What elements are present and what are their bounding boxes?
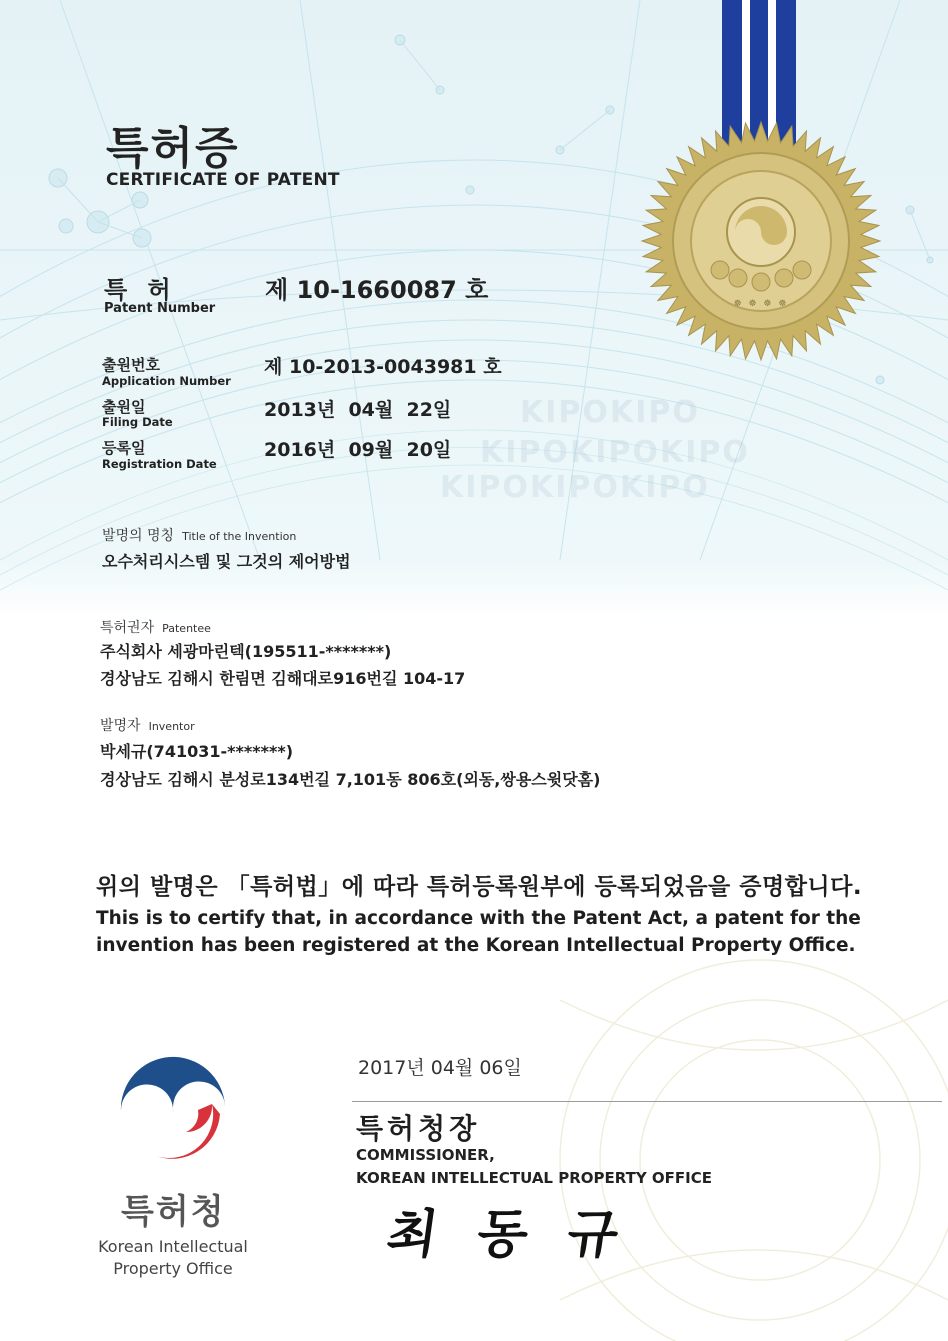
patentee-name: 주식회사 세광마린텍(195511-*******) [100, 642, 392, 661]
office-logo-name-ko: 특허청 [121, 1192, 226, 1232]
registration-date-label-en: Registration Date [102, 457, 217, 471]
inventor-label-ko: 발명자 [100, 718, 141, 734]
registration-date-label-ko: 등록일 [102, 439, 146, 457]
watermark-text: KIPO [660, 435, 750, 470]
filing-date-label-ko: 출원일 [102, 398, 146, 416]
application-number-label-en: Application Number [102, 374, 231, 388]
commissioner-title-en-line1: COMMISSIONER, [356, 1146, 495, 1164]
watermark-text: KIPO [440, 470, 530, 505]
commissioner-signature: 최동규 [383, 1204, 663, 1265]
issue-date: 2017년 04월 06일 [358, 1057, 522, 1079]
watermark-text: KIPO [520, 395, 610, 430]
commissioner-title-en [356, 1144, 712, 1190]
certification-text-ko: 위의 발명은 「특허법」에 따라 특허등록원부에 등록되었음을 증명합니다. [96, 874, 863, 900]
invention-title-label [102, 525, 296, 545]
filing-date-value: 2013년 04월 22일 [264, 399, 452, 421]
gold-seal-icon [640, 120, 882, 362]
inventor-address: 경상남도 김해시 분성로134번길 7,101동 806호(외동,쌍용스윗닷홈) [100, 770, 601, 789]
office-logo-name-en-line2: Property Office [113, 1259, 233, 1278]
watermark-text: KIPO [570, 435, 660, 470]
watermark-text: KIPO [530, 470, 620, 505]
patentee-address: 경상남도 김해시 한림면 김해대로916번길 104-17 [100, 669, 466, 688]
patent-number-label-en: Patent Number [104, 301, 216, 316]
application-number-value: 제 10-2013-0043981 호 [264, 356, 502, 378]
office-logo-name-en [90, 1236, 256, 1280]
invention-title-label-ko: 발명의 명칭 [102, 528, 175, 544]
invention-title-value: 오수처리시스템 및 그것의 제어방법 [102, 552, 351, 571]
patentee-label [100, 617, 211, 637]
filing-date-label-en: Filing Date [102, 415, 173, 429]
commissioner-title-en-line2: KOREAN INTELLECTUAL PROPERTY OFFICE [356, 1169, 713, 1187]
certificate-title-ko: 특허증 [106, 123, 240, 174]
patentee-label-ko: 특허권자 [100, 620, 155, 636]
patent-number-label-ko: 특 허 [104, 276, 177, 304]
patentee-label-en: Patentee [162, 622, 211, 635]
watermark-text: KIPO [620, 470, 710, 505]
inventor-name: 박세규(741031-*******) [100, 742, 294, 761]
inventor-label [100, 715, 195, 735]
taegeuk-logo-icon [116, 1052, 230, 1166]
watermark-text: KIPO [610, 395, 700, 430]
watermark-text: KIPO [480, 435, 570, 470]
certification-text-en: This is to certify that, in accordance with the Patent Act, a patent for the invention has been registered at the Korean Intellectual Property Office. [96, 908, 861, 956]
signature-divider [352, 1101, 942, 1102]
inventor-label-en: Inventor [148, 720, 195, 733]
patent-number-value: 제 10-1660087 호 [265, 276, 489, 304]
office-logo-name-en-line1: Korean Intellectual [98, 1237, 248, 1256]
application-number-label-ko: 출원번호 [102, 356, 160, 374]
svg-text:☸ ☸ ☸ ☸: ☸ ☸ ☸ ☸ [733, 299, 789, 309]
invention-title-label-en: Title of the Invention [182, 530, 297, 543]
registration-date-value: 2016년 09월 20일 [264, 439, 452, 461]
certificate-title-en: CERTIFICATE OF PATENT [106, 170, 340, 190]
commissioner-title-ko: 특허청장 [356, 1112, 481, 1145]
